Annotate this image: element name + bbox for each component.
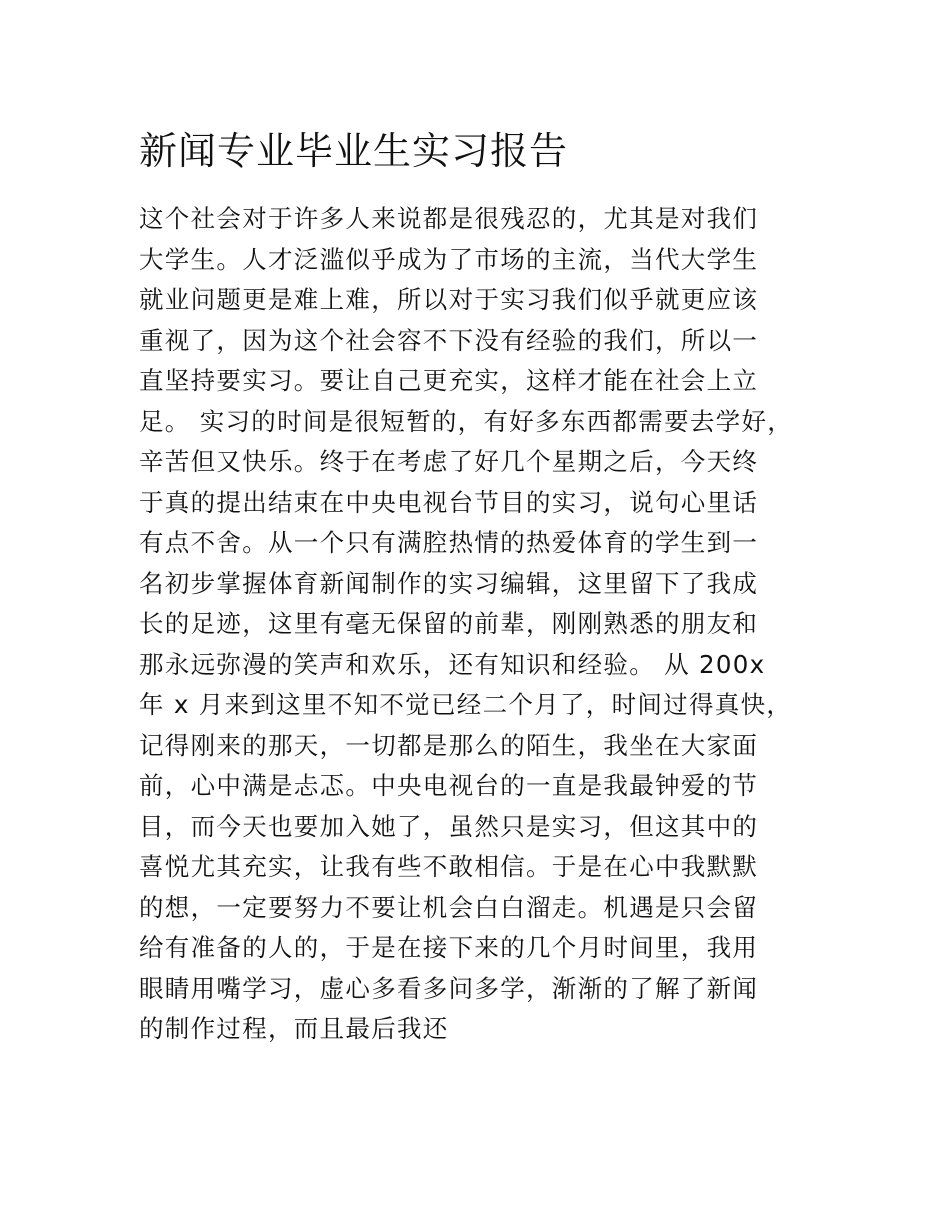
body-line: 大学生。人才泛滥似乎成为了市场的主流，当代大学生	[139, 244, 759, 274]
body-line: 的想，一定要努力不要让机会白白溜走。机遇是只会留	[139, 892, 759, 922]
body-line: 喜悦尤其充实，让我有些不敢相信。于是在心中我默默	[139, 852, 759, 881]
body-line: 足。 实习的时间是很短暂的，有好多东西都需要去学好，	[139, 406, 794, 436]
document-body	[139, 199, 829, 1050]
body-line: 这个社会对于许多人来说都是很残忍的，尤其是对我们	[139, 204, 759, 233]
body-line: 的制作过程，而且最后我还	[139, 1014, 449, 1043]
body-line: 重视了，因为这个社会容不下没有经验的我们，所以一	[139, 325, 759, 355]
body-line: 长的足迹，这里有毫无保留的前辈，刚刚熟悉的朋友和	[139, 609, 759, 638]
body-line: 于真的提出结束在中央电视台节目的实习，说句心里话	[139, 487, 759, 517]
body-line: 眼睛用嘴学习，虚心多看多问多学，渐渐的了解了新闻	[139, 973, 759, 1003]
body-line: 辛苦但又快乐。终于在考虑了好几个星期之后，今天终	[139, 447, 759, 476]
body-line: 给有准备的人的，于是在接下来的几个月时间里，我用	[139, 933, 759, 962]
body-line: 名初步掌握体育新闻制作的实习编辑，这里留下了我成	[139, 568, 759, 598]
body-line: 那永远弥漫的笑声和欢乐，还有知识和经验。 从 200x	[139, 649, 766, 679]
body-line: 目，而今天也要加入她了，虽然只是实习，但这其中的	[139, 811, 759, 841]
body-line: 直坚持要实习。要让自己更充实，这样才能在社会上立	[139, 366, 759, 395]
body-line: 有点不舍。从一个只有满腔热情的热爱体育的学生到一	[139, 528, 759, 557]
body-line: 前，心中满是忐忑。中央电视台的一直是我最钟爱的节	[139, 771, 759, 800]
body-line: 就业问题更是难上难，所以对于实习我们似乎就更应该	[139, 285, 759, 314]
document-title: 新闻专业毕业生实习报告	[139, 129, 569, 173]
body-line: 年 x 月来到这里不知不觉已经二个月了，时间过得真快，	[139, 690, 793, 719]
body-line: 记得刚来的那天，一切都是那么的陌生，我坐在大家面	[139, 730, 759, 760]
